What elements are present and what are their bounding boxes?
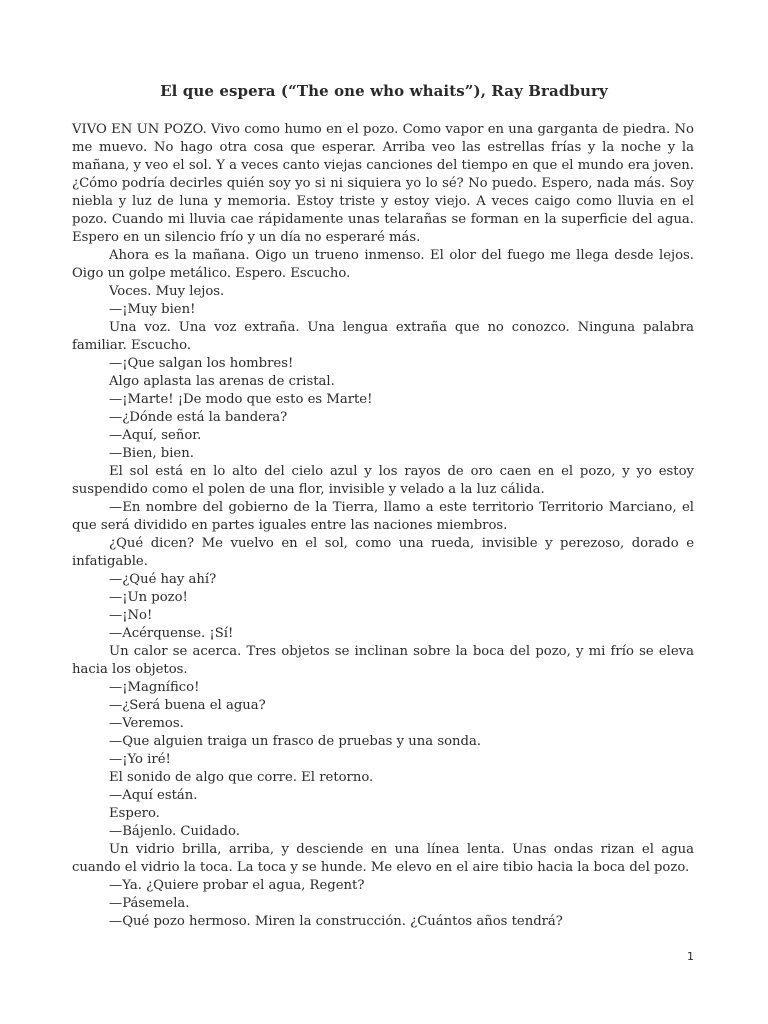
paragraph: —¡No! <box>109 608 153 623</box>
paragraph: Voces. Muy lejos. <box>109 284 225 299</box>
paragraph: —Veremos. <box>109 716 184 731</box>
paragraph: —Acérquense. ¡Sí! <box>109 626 234 641</box>
paragraph: VIVO EN UN POZO. Vivo como humo en el pozo. Como vapor en una garganta de piedra. No me muevo. No hago otra cosa que esperar. Arriba veo las estrellas frías y la noche y la mañana, y veo el sol. Y a veces canto viejas canciones del tiempo en que el mundo era joven. ¿Cómo podría decirles quién soy yo si ni siquiera yo lo sé? No puedo. Espero, nada más. Soy niebla y luz de luna y memoria. Estoy triste y estoy viejo. A veces caigo como lluvia en el pozo. Cuando mi lluvia cae rápidamente unas telarañas se forman en la superficie del agua. Espero en un silencio frío y un día no esperaré más. <box>72 122 694 245</box>
paragraph: —En nombre del gobierno de la Tierra, llamo a este territorio Territorio Marciano, el que será dividido en partes iguales entre las naciones miembros. <box>72 500 694 533</box>
paragraph: —Pásemela. <box>109 896 190 911</box>
paragraph: El sonido de algo que corre. El retorno. <box>109 770 374 785</box>
paragraph: Ahora es la mañana. Oigo un trueno inmenso. El olor del fuego me llega desde lejos. Oigo un golpe metálico. Espero. Escucho. <box>72 248 694 281</box>
paragraph: Un vidrio brilla, arriba, y desciende en una línea lenta. Unas ondas rizan el agua cuando el vidrio la toca. La toca y se hunde. Me elevo en el aire tibio hacia la boca del pozo. <box>72 842 694 875</box>
paragraph: —¡Yo iré! <box>109 752 171 767</box>
paragraph: —Qué pozo hermoso. Miren la construcción. ¿Cuántos años tendrá? <box>109 914 563 929</box>
document-body <box>72 121 694 931</box>
paragraph: —¡Un pozo! <box>109 590 188 605</box>
paragraph: —¿Dónde está la bandera? <box>109 410 288 425</box>
paragraph: —¿Será buena el agua? <box>109 698 266 713</box>
paragraph: ¿Qué dicen? Me vuelvo en el sol, como una rueda, invisible y perezoso, dorado e infatigable. <box>72 536 694 569</box>
paragraph: Una voz. Una voz extraña. Una lengua extraña que no conozco. Ninguna palabra familiar. Escucho. <box>72 320 694 353</box>
paragraph: —Ya. ¿Quiere probar el agua, Regent? <box>109 878 365 893</box>
paragraph: —¡Marte! ¡De modo que esto es Marte! <box>109 392 373 407</box>
paragraph: —¡Muy bien! <box>109 302 196 317</box>
document-title: El que espera (“The one who whaits”), Ray Bradbury <box>160 82 608 100</box>
paragraph: —Que alguien traiga un frasco de pruebas y una sonda. <box>109 734 482 749</box>
paragraph: —¡Que salgan los hombres! <box>109 356 294 371</box>
paragraph: Algo aplasta las arenas de cristal. <box>109 374 335 389</box>
paragraph: —Aquí, señor. <box>109 428 202 443</box>
page-number: 1 <box>687 950 694 963</box>
paragraph: —¿Qué hay ahí? <box>109 572 217 587</box>
paragraph: Espero. <box>109 806 160 821</box>
paragraph: Un calor se acerca. Tres objetos se inclinan sobre la boca del pozo, y mi frío se eleva hacia los objetos. <box>72 644 694 677</box>
paragraph: El sol está en lo alto del cielo azul y los rayos de oro caen en el pozo, y yo estoy suspendido como el polen de una flor, invisible y velado a la luz cálida. <box>72 464 694 497</box>
paragraph: —Bien, bien. <box>109 446 194 461</box>
paragraph: —Aquí están. <box>109 788 198 803</box>
paragraph: —¡Magnífico! <box>109 680 200 695</box>
paragraph: —Bájenlo. Cuidado. <box>109 824 240 839</box>
